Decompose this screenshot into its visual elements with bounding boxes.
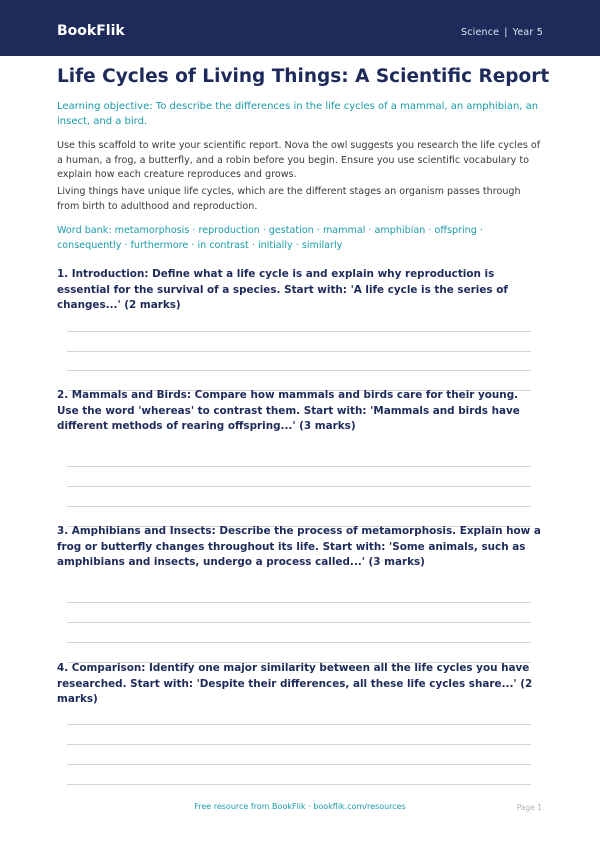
answer-line-q3-3[interactable] [67, 642, 531, 643]
page-number: Page 1 [516, 803, 542, 812]
header-bar [0, 0, 600, 56]
intro-paragraph-2: Living things have unique life cycles, which are the different stages an organism passes through from birth to adulthood and reproduction. [57, 186, 521, 212]
answer-line-q1-3[interactable] [67, 370, 531, 371]
question-4: 4. Comparison: Identify one major similarity between all the life cycles you have researched. Start with: 'Despite their differences, all these life cycles share...' (2 marks) [57, 662, 533, 705]
answer-line-q1-2[interactable] [67, 351, 531, 352]
page-title: Life Cycles of Living Things: A Scientific Report [57, 66, 550, 87]
subject-year-label [461, 27, 543, 38]
word-bank: Word bank: metamorphosis · reproduction · gestation · mammal · amphibian · offspring · consequently · furthermore · in contrast · initially · similarly [57, 225, 483, 251]
answer-line-q1-1[interactable] [67, 331, 531, 332]
answer-line-q2-3[interactable] [67, 506, 531, 507]
answer-line-q4-2[interactable] [67, 744, 531, 745]
answer-line-q4-1[interactable] [67, 724, 531, 725]
answer-line-q3-2[interactable] [67, 622, 531, 623]
answer-line-q2-2[interactable] [67, 486, 531, 487]
footer-resource-link[interactable]: Free resource from BookFlik · bookflik.com/resources [194, 802, 406, 811]
learning-objective: Learning objective: To describe the differences in the life cycles of a mammal, an amphibian, an insect, and a bird. [57, 101, 539, 127]
answer-line-q4-3[interactable] [67, 764, 531, 765]
subject-label: Science [460, 27, 500, 38]
answer-line-q4-4[interactable] [67, 784, 531, 785]
header-separator: | [504, 27, 508, 38]
question-3: 3. Amphibians and Insects: Describe the process of metamorphosis. Explain how a frog or butterfly changes throughout its life. Start with: 'Some animals, such as amphibians and insects, undergo a process called...' (3 marks) [57, 525, 541, 568]
answer-line-q2-1[interactable] [67, 466, 531, 467]
question-2: 2. Mammals and Birds: Compare how mammals and birds care for their young. Use the word 'whereas' to contrast them. Start with: 'Mammals and birds have different methods of rearing offspring...' (3 marks) [57, 389, 520, 432]
brand-logo-text[interactable]: BookFlik [57, 23, 125, 39]
answer-line-q3-1[interactable] [67, 602, 531, 603]
year-label: Year 5 [512, 27, 543, 38]
question-1: 1. Introduction: Define what a life cycle is and explain why reproduction is essential for the survival of a species. Start with: 'A life cycle is the series of changes...' (2 marks) [57, 268, 508, 311]
intro-paragraph-1: Use this scaffold to write your scientific report. Nova the owl suggests you research the life cycles of a human, a frog, a butterfly, and a robin before you begin. Ensure you use scientific vocabulary to explain how each creature reproduces and grows. [57, 140, 541, 180]
